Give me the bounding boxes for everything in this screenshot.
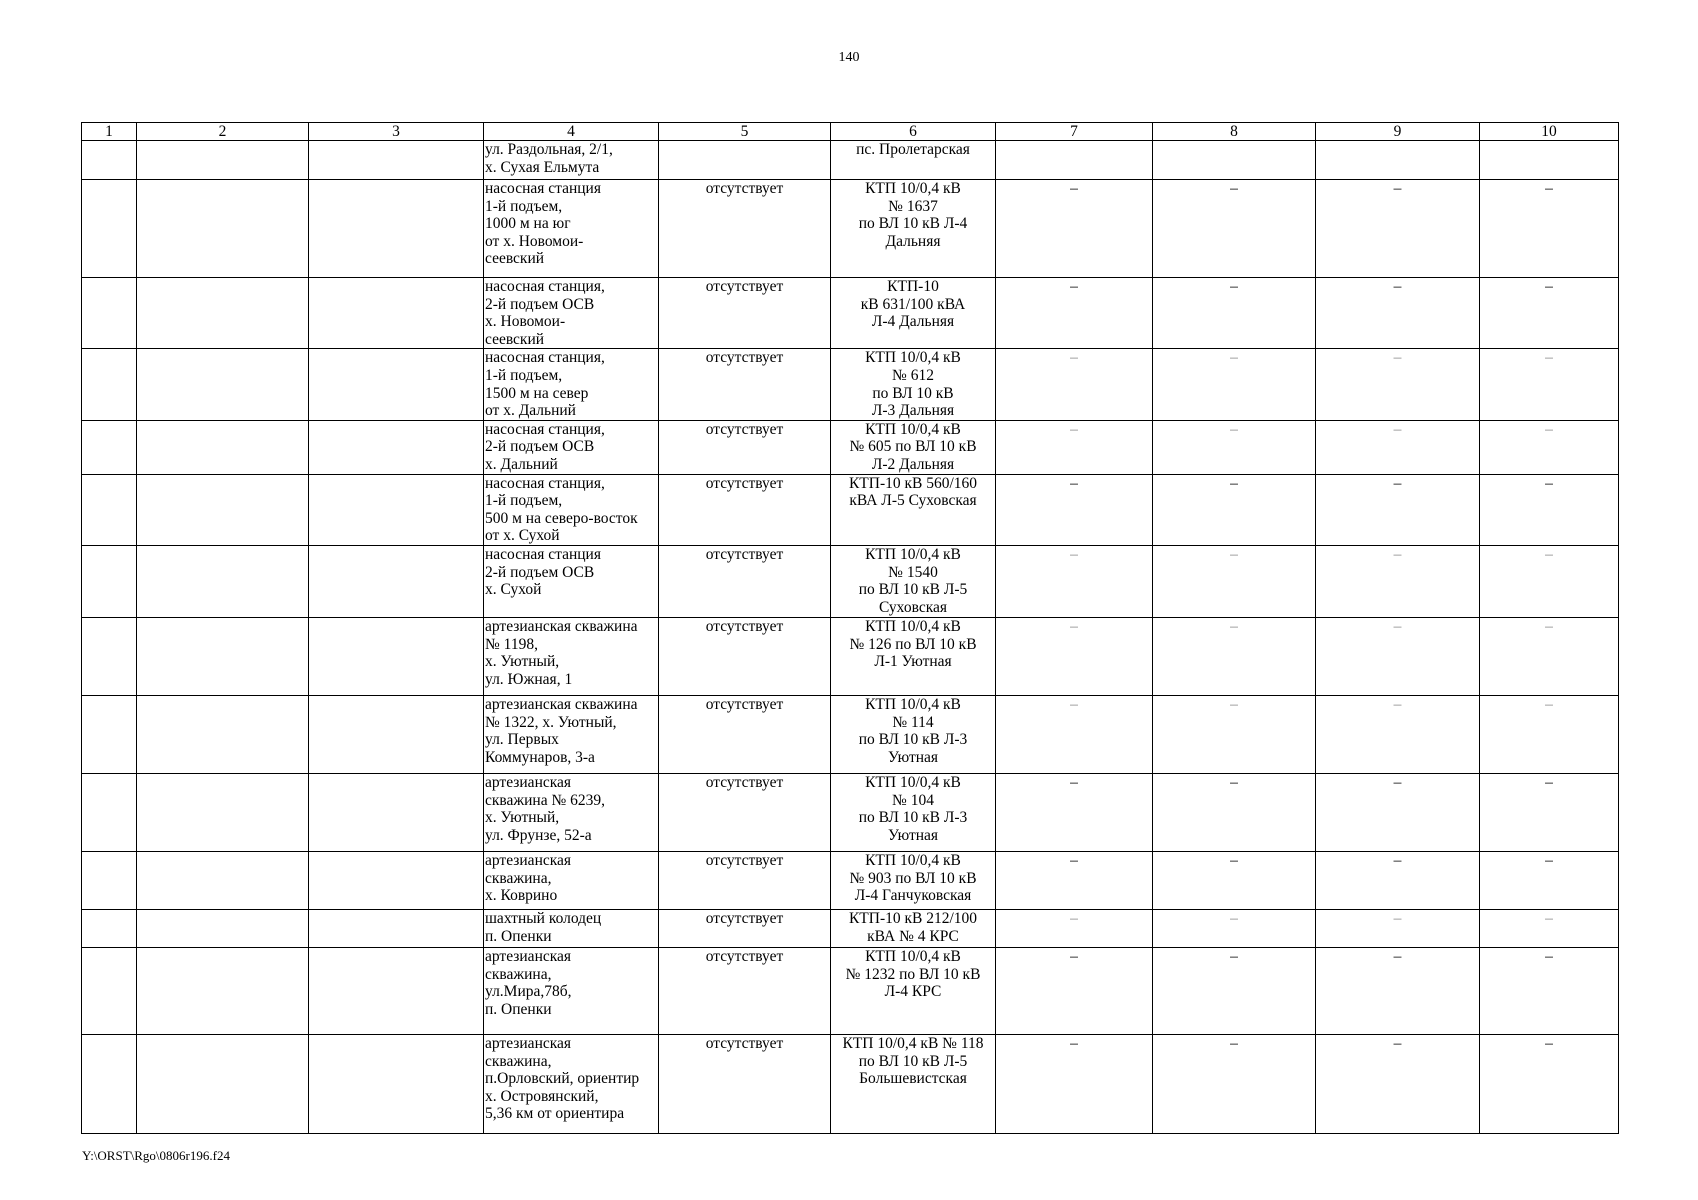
cell-status: отсутствует bbox=[659, 474, 831, 545]
cell-col-3 bbox=[309, 851, 484, 909]
cell-col-2 bbox=[137, 180, 309, 278]
cell-col-10: – bbox=[1480, 545, 1619, 617]
column-header: 10 bbox=[1480, 123, 1619, 141]
cell-col-2 bbox=[137, 1034, 309, 1133]
cell-col-9: – bbox=[1316, 545, 1480, 617]
cell-col-1 bbox=[82, 420, 137, 474]
cell-col-3 bbox=[309, 474, 484, 545]
cell-col-2 bbox=[137, 617, 309, 695]
column-header: 5 bbox=[659, 123, 831, 141]
cell-col-9: – bbox=[1316, 909, 1480, 947]
cell-col-10: – bbox=[1480, 180, 1619, 278]
cell-substation: КТП 10/0,4 кВ № 1637 по ВЛ 10 кВ Л-4 Дальняя bbox=[831, 180, 996, 278]
table-row bbox=[82, 180, 1619, 278]
cell-col-8: – bbox=[1153, 1034, 1316, 1133]
cell-substation: КТП 10/0,4 кВ № 605 по ВЛ 10 кВ Л-2 Дальняя bbox=[831, 420, 996, 474]
cell-substation: КТП 10/0,4 кВ № 1232 по ВЛ 10 кВ Л-4 КРС bbox=[831, 947, 996, 1034]
cell-col-7: – bbox=[996, 474, 1153, 545]
column-header: 4 bbox=[484, 123, 659, 141]
cell-object: артезианская скважина, х. Коврино bbox=[484, 851, 659, 909]
cell-substation: КТП-10 кВ 631/100 кВА Л-4 Дальняя bbox=[831, 278, 996, 349]
cell-col-1 bbox=[82, 474, 137, 545]
cell-col-8: – bbox=[1153, 180, 1316, 278]
cell-substation: КТП-10 кВ 212/100 кВА № 4 КРС bbox=[831, 909, 996, 947]
cell-col-10: – bbox=[1480, 420, 1619, 474]
table-row bbox=[82, 695, 1619, 773]
cell-col-8: – bbox=[1153, 851, 1316, 909]
cell-status: отсутствует bbox=[659, 695, 831, 773]
column-number-row bbox=[82, 123, 1619, 141]
cell-object: насосная станция, 1-й подъем, 500 м на северо-восток от х. Сухой bbox=[484, 474, 659, 545]
table-row bbox=[82, 947, 1619, 1034]
table-body bbox=[82, 123, 1619, 1134]
cell-col-3 bbox=[309, 420, 484, 474]
cell-object: насосная станция 1-й подъем, 1000 м на юг от х. Новомои- сеевский bbox=[484, 180, 659, 278]
cell-col-3 bbox=[309, 947, 484, 1034]
table-row bbox=[82, 278, 1619, 349]
cell-col-3 bbox=[309, 141, 484, 180]
cell-col-7: – bbox=[996, 349, 1153, 420]
cell-status bbox=[659, 141, 831, 180]
cell-col-3 bbox=[309, 180, 484, 278]
cell-col-7: – bbox=[996, 695, 1153, 773]
cell-col-10: – bbox=[1480, 474, 1619, 545]
cell-object: артезианская скважина № 1198, х. Уютный, ул. Южная, 1 bbox=[484, 617, 659, 695]
table-row bbox=[82, 420, 1619, 474]
cell-col-2 bbox=[137, 773, 309, 851]
column-header: 8 bbox=[1153, 123, 1316, 141]
cell-col-7: – bbox=[996, 947, 1153, 1034]
cell-col-3 bbox=[309, 278, 484, 349]
cell-col-9 bbox=[1316, 141, 1480, 180]
cell-col-1 bbox=[82, 695, 137, 773]
cell-col-1 bbox=[82, 545, 137, 617]
column-header: 3 bbox=[309, 123, 484, 141]
cell-col-7: – bbox=[996, 617, 1153, 695]
table-row bbox=[82, 909, 1619, 947]
cell-col-8: – bbox=[1153, 617, 1316, 695]
cell-col-1 bbox=[82, 909, 137, 947]
cell-status: отсутствует bbox=[659, 349, 831, 420]
cell-substation: КТП 10/0,4 кВ № 903 по ВЛ 10 кВ Л-4 Ганчуковская bbox=[831, 851, 996, 909]
cell-col-8: – bbox=[1153, 278, 1316, 349]
cell-col-2 bbox=[137, 909, 309, 947]
cell-col-10: – bbox=[1480, 947, 1619, 1034]
cell-substation: КТП-10 кВ 560/160 кВА Л-5 Суховская bbox=[831, 474, 996, 545]
cell-substation: КТП 10/0,4 кВ № 114 по ВЛ 10 кВ Л-3 Уютная bbox=[831, 695, 996, 773]
cell-col-7 bbox=[996, 141, 1153, 180]
cell-col-1 bbox=[82, 180, 137, 278]
cell-col-2 bbox=[137, 349, 309, 420]
cell-col-2 bbox=[137, 474, 309, 545]
cell-col-2 bbox=[137, 278, 309, 349]
cell-col-1 bbox=[82, 278, 137, 349]
cell-col-1 bbox=[82, 773, 137, 851]
cell-col-10: – bbox=[1480, 695, 1619, 773]
cell-object: ул. Раздольная, 2/1, х. Сухая Ельмута bbox=[484, 141, 659, 180]
cell-object: насосная станция, 2-й подъем ОСВ х. Новомои- сеевский bbox=[484, 278, 659, 349]
cell-col-7: – bbox=[996, 420, 1153, 474]
cell-col-9: – bbox=[1316, 180, 1480, 278]
cell-status: отсутствует bbox=[659, 1034, 831, 1133]
cell-col-10: – bbox=[1480, 278, 1619, 349]
cell-substation: КТП 10/0,4 кВ № 126 по ВЛ 10 кВ Л-1 Уютная bbox=[831, 617, 996, 695]
cell-col-2 bbox=[137, 545, 309, 617]
table-row bbox=[82, 851, 1619, 909]
cell-col-1 bbox=[82, 617, 137, 695]
cell-substation: КТП 10/0,4 кВ № 104 по ВЛ 10 кВ Л-3 Уютная bbox=[831, 773, 996, 851]
table-row bbox=[82, 474, 1619, 545]
cell-col-10: – bbox=[1480, 909, 1619, 947]
cell-status: отсутствует bbox=[659, 420, 831, 474]
cell-object: насосная станция 2-й подъем ОСВ х. Сухой bbox=[484, 545, 659, 617]
file-path-footer: Y:\ORST\Rgo\0806r196.f24 bbox=[82, 1148, 230, 1163]
cell-col-8: – bbox=[1153, 695, 1316, 773]
cell-col-3 bbox=[309, 1034, 484, 1133]
cell-col-7: – bbox=[996, 909, 1153, 947]
cell-object: насосная станция, 2-й подъем ОСВ х. Дальний bbox=[484, 420, 659, 474]
cell-col-8: – bbox=[1153, 773, 1316, 851]
cell-col-8 bbox=[1153, 141, 1316, 180]
cell-substation: пс. Пролетарская bbox=[831, 141, 996, 180]
cell-col-3 bbox=[309, 909, 484, 947]
cell-col-3 bbox=[309, 773, 484, 851]
cell-col-9: – bbox=[1316, 420, 1480, 474]
cell-status: отсутствует bbox=[659, 909, 831, 947]
table-row bbox=[82, 141, 1619, 180]
cell-col-8: – bbox=[1153, 545, 1316, 617]
cell-status: отсутствует bbox=[659, 773, 831, 851]
cell-col-10: – bbox=[1480, 617, 1619, 695]
cell-col-1 bbox=[82, 349, 137, 420]
cell-col-9: – bbox=[1316, 947, 1480, 1034]
cell-col-10: – bbox=[1480, 349, 1619, 420]
cell-status: отсутствует bbox=[659, 947, 831, 1034]
cell-col-9: – bbox=[1316, 617, 1480, 695]
table-row bbox=[82, 773, 1619, 851]
cell-col-2 bbox=[137, 695, 309, 773]
cell-col-7: – bbox=[996, 851, 1153, 909]
cell-col-8: – bbox=[1153, 349, 1316, 420]
cell-col-9: – bbox=[1316, 474, 1480, 545]
cell-col-10: – bbox=[1480, 851, 1619, 909]
cell-object: насосная станция, 1-й подъем, 1500 м на север от х. Дальний bbox=[484, 349, 659, 420]
cell-object: шахтный колодец п. Опенки bbox=[484, 909, 659, 947]
cell-object: артезианская скважина № 1322, х. Уютный, ул. Первых Коммунаров, 3-а bbox=[484, 695, 659, 773]
cell-col-9: – bbox=[1316, 1034, 1480, 1133]
cell-col-8: – bbox=[1153, 909, 1316, 947]
cell-col-7: – bbox=[996, 545, 1153, 617]
cell-substation: КТП 10/0,4 кВ № 1540 по ВЛ 10 кВ Л-5 Суховская bbox=[831, 545, 996, 617]
table-row bbox=[82, 617, 1619, 695]
cell-status: отсутствует bbox=[659, 851, 831, 909]
cell-col-1 bbox=[82, 851, 137, 909]
cell-status: отсутствует bbox=[659, 180, 831, 278]
cell-col-10: – bbox=[1480, 1034, 1619, 1133]
cell-col-9: – bbox=[1316, 349, 1480, 420]
cell-col-3 bbox=[309, 617, 484, 695]
cell-col-2 bbox=[137, 851, 309, 909]
page-number: 140 bbox=[838, 50, 860, 65]
cell-col-7: – bbox=[996, 278, 1153, 349]
cell-col-7: – bbox=[996, 773, 1153, 851]
cell-col-3 bbox=[309, 695, 484, 773]
cell-col-3 bbox=[309, 349, 484, 420]
cell-col-10 bbox=[1480, 141, 1619, 180]
cell-col-8: – bbox=[1153, 474, 1316, 545]
cell-object: артезианская скважина, п.Орловский, ориентир х. Островянский, 5,36 км от ориентира bbox=[484, 1034, 659, 1133]
table-row bbox=[82, 1034, 1619, 1133]
cell-col-9: – bbox=[1316, 773, 1480, 851]
column-header: 6 bbox=[831, 123, 996, 141]
cell-col-1 bbox=[82, 141, 137, 180]
cell-col-8: – bbox=[1153, 420, 1316, 474]
column-header: 2 bbox=[137, 123, 309, 141]
column-header: 7 bbox=[996, 123, 1153, 141]
cell-col-7: – bbox=[996, 1034, 1153, 1133]
cell-col-2 bbox=[137, 141, 309, 180]
cell-status: отсутствует bbox=[659, 617, 831, 695]
cell-substation: КТП 10/0,4 кВ № 118 по ВЛ 10 кВ Л-5 Большевистская bbox=[831, 1034, 996, 1133]
data-table bbox=[81, 122, 1619, 1134]
cell-col-9: – bbox=[1316, 695, 1480, 773]
column-header: 1 bbox=[82, 123, 137, 141]
cell-col-2 bbox=[137, 420, 309, 474]
column-header: 9 bbox=[1316, 123, 1480, 141]
cell-col-1 bbox=[82, 947, 137, 1034]
cell-col-8: – bbox=[1153, 947, 1316, 1034]
cell-status: отсутствует bbox=[659, 278, 831, 349]
cell-col-9: – bbox=[1316, 278, 1480, 349]
cell-col-9: – bbox=[1316, 851, 1480, 909]
table-row bbox=[82, 349, 1619, 420]
cell-col-10: – bbox=[1480, 773, 1619, 851]
cell-substation: КТП 10/0,4 кВ № 612 по ВЛ 10 кВ Л-3 Дальняя bbox=[831, 349, 996, 420]
cell-object: артезианская скважина, ул.Мира,78б, п. Опенки bbox=[484, 947, 659, 1034]
cell-status: отсутствует bbox=[659, 545, 831, 617]
cell-col-7: – bbox=[996, 180, 1153, 278]
cell-object: артезианская скважина № 6239, х. Уютный, ул. Фрунзе, 52-а bbox=[484, 773, 659, 851]
cell-col-1 bbox=[82, 1034, 137, 1133]
table-row bbox=[82, 545, 1619, 617]
cell-col-2 bbox=[137, 947, 309, 1034]
cell-col-3 bbox=[309, 545, 484, 617]
